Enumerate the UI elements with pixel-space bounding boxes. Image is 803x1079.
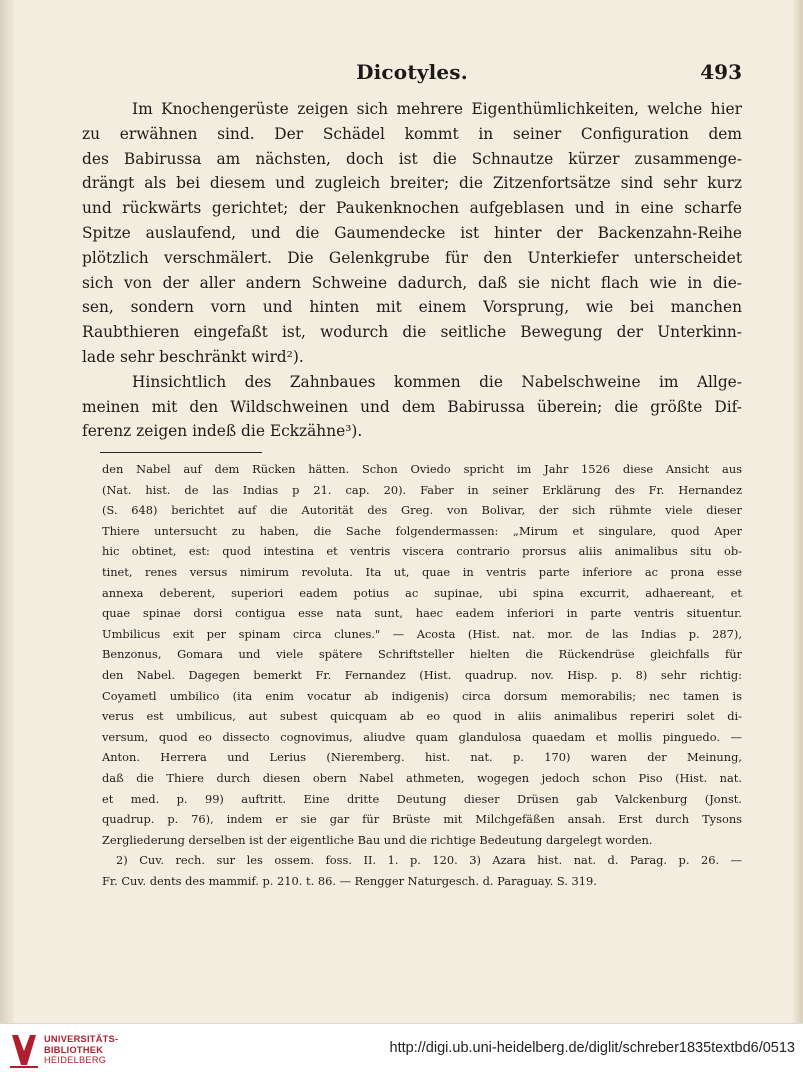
body-line: ferenz zeigen indeß die Eckzähne³). bbox=[82, 422, 363, 441]
logo-line: UNIVERSITÄTS- bbox=[44, 1034, 119, 1044]
footnote-line: quadrup. p. 76), indem er sie gar für Brüste mit Milchgefäßen ansah. Erst durch Tysons bbox=[102, 812, 742, 827]
body-line: lade sehr beschränkt wird²). bbox=[82, 347, 304, 366]
footnote-line: quae spinae dorsi contigua esse nata sunt, haec eadem inferiori in parte ventris situentur. bbox=[102, 606, 742, 621]
footnote-line: (Nat. hist. de las Indias p 21. cap. 20). Faber in seiner Erklärung des Fr. Hernandez bbox=[102, 482, 742, 497]
footnote-line: daß die Thiere durch diesen obern Nabel athmeten, wogegen jedoch schon Piso (Hist. nat. bbox=[102, 770, 742, 785]
footnote-line: Anton. Herrera und Lerius (Nieremberg. hist. nat. p. 170) waren der Meinung, bbox=[102, 750, 742, 765]
body-line: drängt als bei diesem und zugleich breiter; die Zitzenfortsätze sind sehr kurz bbox=[82, 174, 742, 193]
footnote-line: Zergliederung derselben ist der eigentliche Bau und die richtige Bedeutung dargelegt worden. bbox=[102, 832, 653, 847]
footnote-line: Fr. Cuv. dents des mammif. p. 210. t. 86. — Rengger Naturgesch. d. Paraguay. S. 319. bbox=[102, 873, 597, 888]
page-number: 493 bbox=[700, 60, 742, 84]
footnote-line: hic obtinet, est: quod intestina et ventris viscera contrario prorsus aliis animalibus situ ob- bbox=[102, 544, 742, 559]
body-line: Hinsichtlich des Zahnbaues kommen die Nabelschweine im Allge- bbox=[132, 372, 742, 391]
body-text bbox=[82, 97, 742, 444]
body-line: Raubthieren eingefaßt ist, wodurch die seitliche Bewegung der Unterkinn- bbox=[82, 323, 742, 342]
body-line: Spitze auslaufend, und die Gaumendecke ist hinter der Backenzahn-Reihe bbox=[82, 223, 742, 242]
body-line: meinen mit den Wildschweinen und dem Babirussa überein; die größte Dif- bbox=[82, 397, 742, 416]
footnote-line: verus est umbilicus, aut subest quicquam ab eo quod in aliis animalibus reperiri solet di- bbox=[102, 709, 742, 724]
footnote-line: Benzonus, Gomara und viele spätere Schriftsteller hielten die Rückendrüse gleichfalls für bbox=[102, 647, 742, 662]
body-line: des Babirussa am nächsten, doch ist die Schnautze kürzer zusammenge- bbox=[82, 149, 742, 168]
footnote-line: 2) Cuv. rech. sur les ossem. foss. II. 1. p. 120. 3) Azara hist. nat. d. Parag. p. 26. — bbox=[116, 853, 742, 868]
page-header bbox=[82, 60, 742, 92]
body-line: und rückwärts gerichtet; der Paukenknochen aufgeblasen und in eine scharfe bbox=[82, 199, 742, 218]
footnote-line: Thiere untersucht zu haben, die Sache folgendermassen: „Mirum et singulare, quod Aper bbox=[102, 523, 742, 538]
library-logo-icon bbox=[9, 1031, 39, 1069]
footnote-line: den Nabel auf dem Rücken hätten. Schon Oviedo spricht im Jahr 1526 diese Ansicht aus bbox=[102, 462, 742, 476]
logo-line: HEIDELBERG bbox=[44, 1055, 107, 1065]
footnote-line: versum, quod eo dissecto cognovimus, aliudve quam glandulosa quaedam et mollis pinguedo. — bbox=[102, 729, 742, 744]
footnote-line: Coyametl umbilico (ita enim vocatur ab indigenis) circa dorsum memorabilis; nec tamen is bbox=[102, 688, 742, 703]
page-edge-right bbox=[793, 0, 803, 1023]
footnote-line: den Nabel. Dagegen bemerkt Fr. Fernandez (Hist. quadrup. nov. Hisp. p. 8) sehr richtig: bbox=[102, 667, 742, 682]
body-line: zu erwähnen sind. Der Schädel kommt in seiner Configuration dem bbox=[82, 124, 742, 143]
footnote-rule bbox=[100, 452, 262, 453]
library-logo-text bbox=[44, 1034, 118, 1066]
footnote-line: et med. p. 99) auftritt. Eine dritte Deutung dieser Drüsen gab Valckenburg (Jonst. bbox=[102, 791, 742, 806]
body-line: sich von der aller andern Schweine dadurch, daß sie nicht flach wie in die- bbox=[82, 273, 742, 292]
source-url-link[interactable]: http://digi.ub.uni-heidelberg.de/diglit/schreber1835textbd6/0513 bbox=[389, 1040, 795, 1056]
body-line: Im Knochengerüste zeigen sich mehrere Eigenthümlichkeiten, welche hier bbox=[132, 100, 742, 118]
viewer-footer bbox=[0, 1023, 803, 1079]
body-line: sen, sondern vorn und hinten mit einem Vorsprung, wie bei manchen bbox=[82, 298, 742, 317]
footnote-line: annexa deberent, superiori eadem potius ac supinae, ubi spina excurrit, adhaereant, et bbox=[102, 585, 742, 600]
footnote-line: Umbilicus exit per spinam circa clunes." — Acosta (Hist. nat. mor. de las Indias p. 287), bbox=[102, 626, 742, 641]
logo-line: BIBLIOTHEK bbox=[44, 1044, 104, 1055]
running-title: Dicotyles. bbox=[356, 60, 468, 84]
footnote-line: (S. 648) berichtet auf die Autorität des Greg. von Bolivar, der sich rühmte viele dieser bbox=[102, 503, 742, 518]
footnote-line: tinet, renes versus nimirum revoluta. Ita ut, quae in ventris parte inferiore ac prona esse bbox=[102, 564, 742, 579]
page-edge-left bbox=[0, 0, 14, 1023]
footnotes bbox=[102, 459, 742, 891]
body-line: plötzlich verschmälert. Die Gelenkgrube für den Unterkiefer unterscheidet bbox=[82, 248, 742, 267]
